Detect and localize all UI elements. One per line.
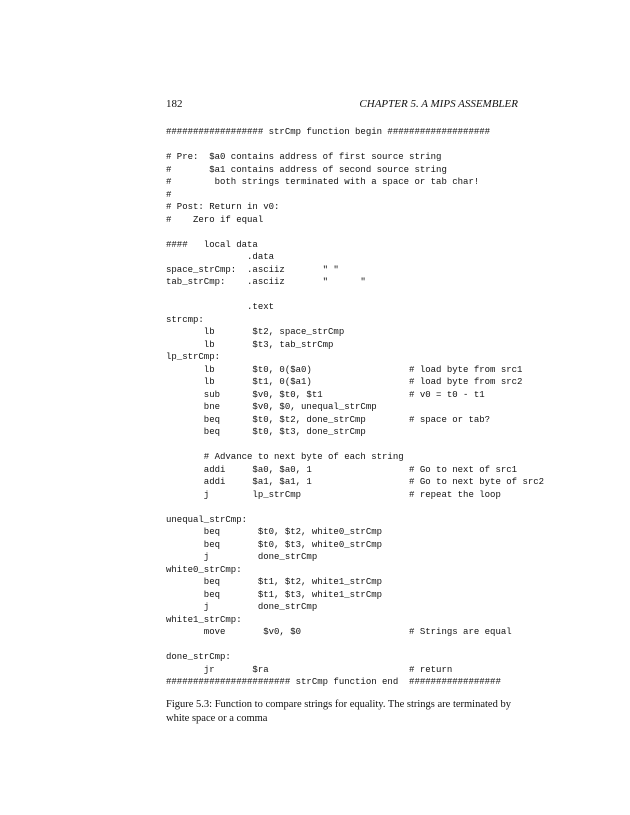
code-line: # Advance to next byte of each string xyxy=(166,452,404,462)
figure-caption: Figure 5.3: Function to compare strings for equality. The strings are terminated by white space or a comma xyxy=(166,699,511,724)
code-line: ####################### strCmp function end ################# xyxy=(166,677,501,687)
code-line xyxy=(166,226,576,239)
code-line: # $a1 contains address of second source string xyxy=(166,164,447,175)
code-line: ################## strCmp function begin ################### xyxy=(166,127,491,137)
code-line: j done_strCmp xyxy=(166,602,318,612)
code-line xyxy=(166,639,576,652)
code-line xyxy=(166,439,576,452)
code-line: tab_strCmp: .asciiz " " xyxy=(166,277,366,287)
code-line: unequal_strCmp: xyxy=(166,514,248,525)
code-listing xyxy=(166,126,576,689)
code-line: beq $t0, $t2, white0_strCmp xyxy=(166,527,383,537)
code-line: beq $t0, $t3, done_strCmp xyxy=(166,427,366,437)
code-line: .data xyxy=(166,252,275,262)
code-line: white0_strCmp: xyxy=(166,564,242,575)
code-line: beq $t0, $t3, white0_strCmp xyxy=(166,539,383,550)
code-line xyxy=(166,139,576,152)
code-line: lp_strCmp: xyxy=(166,352,221,362)
code-line: # xyxy=(166,189,172,200)
code-line: addi $a0, $a0, 1 # Go to next of src1 xyxy=(166,464,518,475)
code-line: white1_strCmp: xyxy=(166,614,242,625)
code-line: lb $t1, 0($a1) # load byte from src2 xyxy=(166,377,523,387)
code-line: lb $t0, 0($a0) # load byte from src1 xyxy=(166,364,523,375)
code-line: #### local data xyxy=(166,239,258,250)
code-line: # both strings terminated with a space or tab char! xyxy=(166,177,480,187)
code-line: .text xyxy=(166,302,275,312)
code-line: # Post: Return in v0: xyxy=(166,202,280,212)
code-line: # Pre: $a0 contains address of first source string xyxy=(166,152,442,162)
code-line xyxy=(166,289,576,302)
code-line: beq $t1, $t2, white1_strCmp xyxy=(166,577,383,587)
page-header xyxy=(166,98,518,114)
code-line: lb $t3, tab_strCmp xyxy=(166,339,334,350)
code-line: bne $v0, $0, unequal_strCmp xyxy=(166,402,377,412)
code-line: space_strCmp: .asciiz " " xyxy=(166,264,339,275)
code-line: j lp_strCmp # repeat the loop xyxy=(166,489,501,500)
code-line xyxy=(166,501,576,514)
chapter-title: CHAPTER 5. A MIPS ASSEMBLER xyxy=(359,98,518,110)
code-line: jr $ra # return xyxy=(166,664,453,675)
code-line: # Zero if equal xyxy=(166,214,264,225)
code-line: sub $v0, $t0, $t1 # v0 = t0 - t1 xyxy=(166,389,485,400)
code-line: beq $t0, $t2, done_strCmp # space or tab? xyxy=(166,414,491,425)
code-line: lb $t2, space_strCmp xyxy=(166,327,345,337)
code-line: beq $t1, $t3, white1_strCmp xyxy=(166,589,383,600)
code-line: move $v0, $0 # Strings are equal xyxy=(166,627,512,637)
code-line: done_strCmp: xyxy=(166,652,231,662)
code-line: addi $a1, $a1, 1 # Go to next byte of src2 xyxy=(166,477,545,487)
page-number: 182 xyxy=(166,98,183,110)
code-line: strcmp: xyxy=(166,314,204,325)
code-line: j done_strCmp xyxy=(166,552,318,562)
